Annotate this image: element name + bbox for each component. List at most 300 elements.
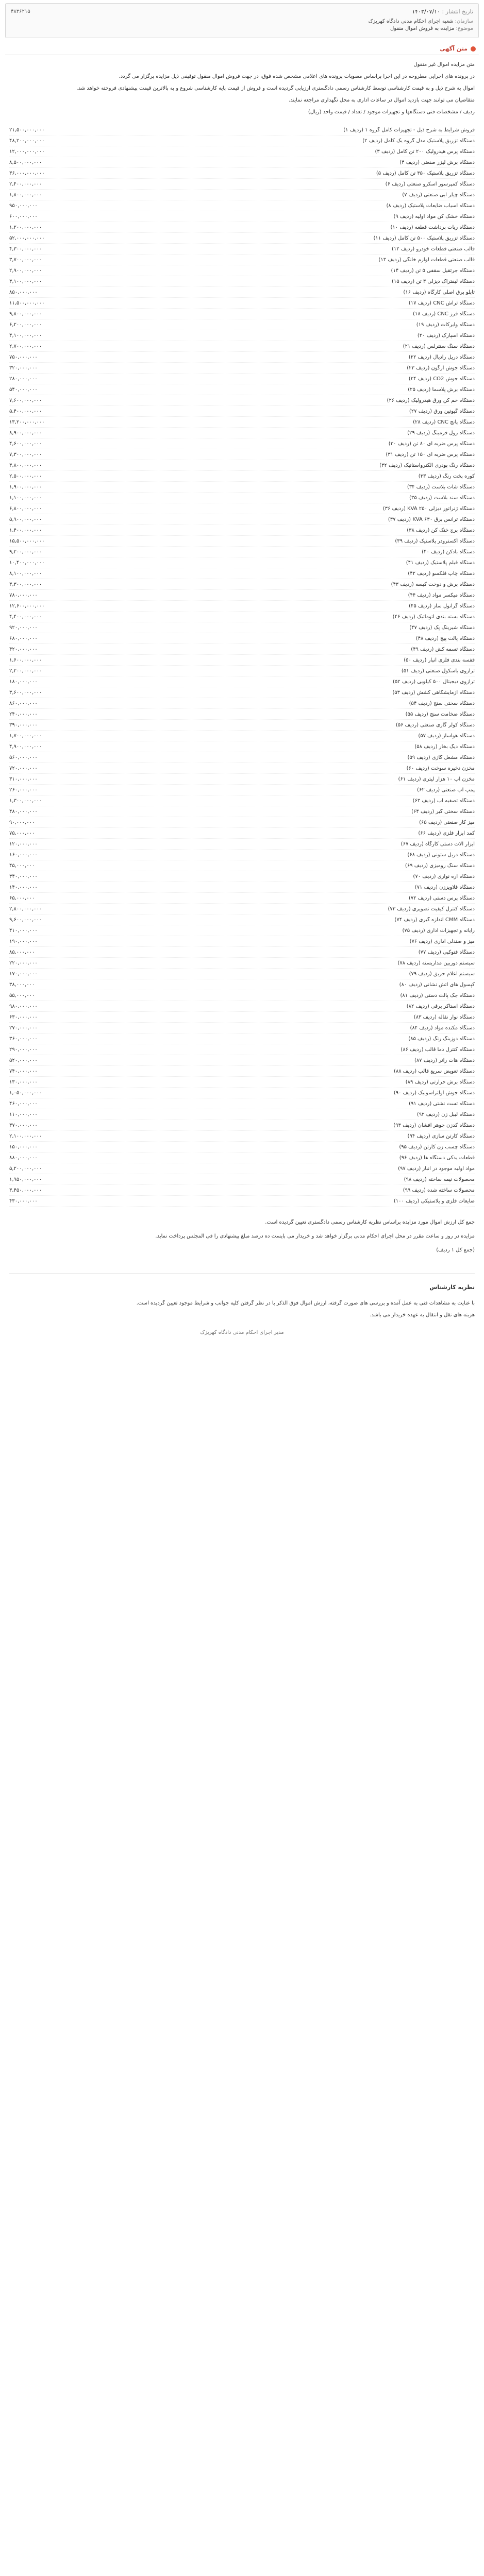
list-item (9, 1033, 475, 1044)
item-price: ۲۴۰,۰۰۰,۰۰۰ (9, 711, 38, 717)
org-line (11, 18, 473, 25)
item-price: ۲,۲۰۰,۰۰۰,۰۰۰ (9, 668, 42, 674)
item-price: ۱,۰۵۰,۰۰۰,۰۰۰ (9, 1090, 42, 1096)
item-name: میز و صندلی اداری (ردیف ۷۶) (409, 938, 475, 944)
list-item (9, 557, 475, 568)
item-name: دستگاه وایرکات (ردیف ۱۹) (416, 321, 475, 328)
item-price: ۹۵۰,۰۰۰,۰۰۰ (9, 202, 38, 209)
item-price: ۸۵,۰۰۰,۰۰۰ (9, 949, 35, 955)
item-name: دستگاه جوش آرگون (ردیف ۲۳) (407, 365, 475, 371)
list-item (9, 698, 475, 709)
item-name: دستگاه شیرینگ پک (ردیف ۴۷) (409, 624, 475, 631)
list-item (9, 190, 475, 200)
notes-text (5, 1294, 479, 1325)
item-price: ۶۵,۰۰۰,۰۰۰ (9, 895, 35, 901)
list-item (9, 1012, 475, 1023)
list-item (9, 612, 475, 622)
item-name: دستگاه قلاویززن (ردیف ۷۱) (414, 884, 475, 890)
item-price: ۴۵,۰۰۰,۰۰۰ (9, 862, 35, 869)
item-price: ۱۵,۵۰۰,۰۰۰,۰۰۰ (9, 538, 45, 544)
item-name: سیستم اعلام حریق (ردیف ۷۹) (409, 971, 475, 977)
item-name: فروش شرایط به شرح ذیل - تجهیزات کامل گروه ۱ (ردیف ۱) (343, 127, 475, 133)
ref-label: موضوع: (456, 26, 473, 31)
item-name: دستگاه ژنراتور دیزلی ۲۵۰ KVA (ردیف ۳۶) (382, 505, 475, 512)
item-name: دستگاه گرانول ساز (ردیف ۴۵) (409, 603, 475, 609)
item-name: دستگاه ضخامت سنج (ردیف ۵۵) (405, 711, 475, 717)
item-name: دستگاه بادکن (ردیف ۴۰) (422, 549, 475, 555)
item-name: ابزار آلات دستی کارگاه (ردیف ۶۷) (400, 841, 475, 847)
list-item (9, 871, 475, 882)
list-item (9, 168, 475, 179)
item-name: دستگاه سنگ سنترلس (ردیف ۲۱) (403, 343, 475, 349)
list-item (9, 233, 475, 244)
item-price: ۹۰,۰۰۰,۰۰۰ (9, 819, 35, 825)
item-name: ترازوی باسکول صنعتی (ردیف ۵۱) (401, 668, 475, 674)
item-price: ۱۸۰,۰۰۰,۰۰۰ (9, 679, 38, 685)
item-name: دستگاه آسیاب ضایعات پلاستیک (ردیف ۸) (386, 202, 475, 209)
list-item (9, 709, 475, 720)
footer-paragraph: (جمع کل ۱ ردیف) (436, 1247, 475, 1253)
list-item (9, 255, 475, 265)
header-top-row (11, 7, 473, 16)
item-price: ۱۱۰,۰۰۰,۰۰۰ (9, 1111, 38, 1117)
item-price: ۹۲۰,۰۰۰,۰۰۰ (9, 624, 38, 631)
list-item (9, 471, 475, 482)
list-item (9, 200, 475, 211)
publish-date-value: ۱۴۰۳/۰۷/۱۰ (412, 8, 440, 15)
item-name: دستگاه دریل ستونی (ردیف ۶۸) (407, 852, 475, 858)
item-price: ۱,۸۰۰,۰۰۰,۰۰۰ (9, 192, 42, 198)
intro-text (5, 55, 479, 122)
header-lines (11, 18, 473, 32)
list-item (9, 417, 475, 428)
list-item (9, 276, 475, 287)
item-price: ۱۹۰,۰۰۰,۰۰۰ (9, 938, 38, 944)
list-item (9, 1044, 475, 1055)
item-name: دستگاه سختی گیر (ردیف ۶۴) (411, 808, 475, 815)
item-price: ۲,۸۰۰,۰۰۰,۰۰۰ (9, 906, 42, 912)
item-name: دستگاه فیلم پلاستیک (ردیف ۴۱) (406, 560, 475, 566)
list-item (9, 179, 475, 190)
notes-paragraph: با عنایت به مشاهدات فنی به عمل آمده و بررسی های صورت گرفته، ارزش اموال فوق الذکر با در نظر گرفتن کلیه جوانب و شرایط موجود تعیین گردیده است. (136, 1300, 475, 1306)
list-item (9, 590, 475, 601)
list-item (9, 287, 475, 298)
list-item (9, 352, 475, 363)
list-item (9, 244, 475, 255)
list-item (9, 622, 475, 633)
item-name: دستگاه رول فرمینگ (ردیف ۲۹) (407, 430, 475, 436)
list-item (9, 925, 475, 936)
item-name: دستگاه خشک کن مواد اولیه (ردیف ۹) (393, 213, 475, 219)
item-name: دستگاه برش لیزر صنعتی (ردیف ۴) (399, 159, 475, 165)
item-price: ۴,۱۰۰,۰۰۰,۰۰۰ (9, 332, 42, 338)
item-price: ۳۱۰,۰۰۰,۰۰۰ (9, 776, 38, 782)
item-price: ۳۲۰,۰۰۰,۰۰۰ (9, 365, 38, 371)
list-item (9, 839, 475, 850)
list-item (9, 817, 475, 828)
item-price: ۴,۶۰۰,۰۰۰,۰۰۰ (9, 440, 42, 447)
item-name: دستگاه اره نواری (ردیف ۷۰) (413, 873, 475, 879)
item-name: دستگاه برش پلاسما (ردیف ۲۵) (408, 386, 475, 393)
section-title-text: متن آگهی (440, 45, 468, 52)
item-name: دستگاه تعویض سریع قالب (ردیف ۸۸) (393, 1068, 475, 1074)
item-name: کوره پخت رنگ (ردیف ۳۳) (418, 473, 475, 479)
list-item (9, 222, 475, 233)
list-item (9, 882, 475, 893)
notice-header (5, 3, 479, 38)
list-item (9, 774, 475, 785)
item-name: دستگاه کارتن سازی (ردیف ۹۴) (407, 1133, 475, 1139)
list-item (9, 666, 475, 676)
item-name: دستگاه پرس ضربه ای ۸۰ تن (ردیف ۳۰) (388, 440, 475, 447)
item-name: دستگاه لیفتراک دیزلی ۳ تن (ردیف ۱۵) (392, 278, 475, 284)
item-price: ۸,۵۰۰,۰۰۰,۰۰۰ (9, 159, 42, 165)
page (5, 0, 479, 1335)
item-price: ۵,۹۰۰,۰۰۰,۰۰۰ (9, 516, 42, 522)
list-item (9, 936, 475, 947)
item-price: ۸۵۰,۰۰۰,۰۰۰ (9, 289, 38, 295)
item-price: ۷۵۰,۰۰۰,۰۰۰ (9, 354, 38, 360)
item-name: کپسول های آتش نشانی (ردیف ۸۰) (399, 981, 475, 988)
footer-text (5, 1207, 479, 1266)
item-name: دستگاه ترانس برق ۶۳۰ KVA (ردیف ۳۷) (388, 516, 475, 522)
item-price: ۵۲۰,۰۰۰,۰۰۰ (9, 1057, 38, 1063)
item-price: ۵۵,۰۰۰,۰۰۰ (9, 992, 35, 998)
list-item (9, 676, 475, 687)
item-price: ۸۶۰,۰۰۰,۰۰۰ (9, 700, 38, 706)
item-name: کمد ابزار فلزی (ردیف ۶۶) (418, 830, 475, 836)
item-name: دستگاه جک پالت دستی (ردیف ۸۱) (400, 992, 475, 998)
list-item (9, 1196, 475, 1207)
list-item (9, 893, 475, 904)
item-price: ۱۵۰,۰۰۰,۰۰۰ (9, 1144, 38, 1150)
item-price: ۱۷۰,۰۰۰,۰۰۰ (9, 971, 38, 977)
item-price: ۲,۵۰۰,۰۰۰,۰۰۰ (9, 473, 42, 479)
list-item (9, 1185, 475, 1196)
item-price: ۱,۴۰۰,۰۰۰,۰۰۰ (9, 527, 42, 533)
section-dot-icon (471, 46, 476, 52)
item-price: ۸۸۰,۰۰۰,۰۰۰ (9, 1155, 38, 1161)
item-name: دستگاه آزمایشگاهی کشش (ردیف ۵۳) (392, 689, 475, 696)
publish-date-label: تاریخ انتشار : (442, 8, 473, 15)
list-item (9, 1001, 475, 1012)
list-item (9, 265, 475, 276)
item-price: ۱,۶۰۰,۰۰۰,۰۰۰ (9, 657, 42, 663)
item-name: دستگاه دیگ بخار (ردیف ۵۸) (414, 743, 475, 750)
list-item (9, 1066, 475, 1077)
items-list (5, 125, 479, 1207)
item-name: دستگاه تسمه کش (ردیف ۴۹) (411, 646, 475, 652)
list-item (9, 601, 475, 612)
list-item (9, 482, 475, 493)
list-item (9, 319, 475, 330)
intro-paragraph: متن مزایده اموال غیر منقول (413, 62, 475, 67)
list-item (9, 1120, 475, 1131)
item-price: ۶۸۰,۰۰۰,۰۰۰ (9, 635, 38, 641)
item-price: ۴۸۰,۰۰۰,۰۰۰ (9, 808, 38, 815)
item-name: دستگاه خم کن ورق هیدرولیک (ردیف ۲۶) (387, 397, 475, 403)
list-item (9, 731, 475, 741)
item-price: ۱,۳۰۰,۰۰۰,۰۰۰ (9, 798, 42, 804)
item-name: قفسه بندی فلزی انبار (ردیف ۵۰) (404, 657, 475, 663)
item-name: دستگاه تصفیه آب (ردیف ۶۳) (412, 798, 475, 804)
item-price: ۳۸,۰۰۰,۰۰۰ (9, 981, 35, 988)
list-item (9, 947, 475, 958)
item-price: ۸,۱۰۰,۰۰۰,۰۰۰ (9, 570, 42, 577)
signature-line: مدیر اجرای احکام مدنی دادگاه کهریزک (200, 1330, 284, 1335)
item-price: ۱۳۰,۰۰۰,۰۰۰ (9, 1079, 38, 1085)
item-name: دستگاه چسب زن کارتن (ردیف ۹۵) (399, 1144, 475, 1150)
item-name: دستگاه چیلر آبی صنعتی (ردیف ۷) (402, 192, 475, 198)
item-name: دستگاه شات بلاست (ردیف ۳۴) (407, 484, 475, 490)
list-item (9, 1023, 475, 1033)
item-price: ۳,۳۰۰,۰۰۰,۰۰۰ (9, 581, 42, 587)
item-name: دستگاه پرس ضربه ای ۱۵۰ تن (ردیف ۳۱) (386, 451, 475, 457)
intro-paragraph: متقاضیان می توانند جهت بازدید اموال در ساعات اداری به محل نگهداری مراجعه نمایند. (288, 97, 475, 103)
item-name: دستگاه لیبل زن (ردیف ۹۲) (416, 1111, 475, 1117)
list-item (9, 1131, 475, 1142)
list-item (9, 428, 475, 438)
list-item (9, 525, 475, 536)
item-price: ۲۸۰,۰۰۰,۰۰۰ (9, 376, 38, 382)
intro-paragraph: در پرونده های اجرایی مطروحه در این اجرا براساس مصوبات پرونده های اعلامی مشخص شده فوق، در جهت فروش اموال منقول توقیفی ذیل مزایده برگزار می گردد. (119, 74, 475, 79)
item-name: قالب صنعتی قطعات خودرو (ردیف ۱۲) (392, 246, 475, 252)
item-name: دستگاه برج خنک کن (ردیف ۳۸) (407, 527, 475, 533)
list-item (9, 125, 475, 135)
item-name: دستگاه هواساز (ردیف ۵۷) (418, 733, 475, 739)
org-label: سازمان: (455, 19, 473, 24)
list-item (9, 503, 475, 514)
item-price: ۹,۲۰۰,۰۰۰,۰۰۰ (9, 549, 42, 555)
list-item (9, 633, 475, 644)
item-name: دستگاه تراش CNC (ردیف ۱۷) (408, 300, 475, 306)
item-name: دستگاه هات رانر (ردیف ۸۷) (414, 1057, 475, 1063)
item-price: ۶۰۰,۰۰۰,۰۰۰ (9, 213, 38, 219)
list-item (9, 406, 475, 417)
item-name: دستگاه سند بلاست (ردیف ۳۵) (409, 495, 475, 501)
intro-paragraph: اموال به شرح ذیل و به قیمت کارشناسی توسط کارشناس رسمی دادگستری ارزیابی گردیده است و فروش از قیمت پایه کارشناسی شروع و به بالاترین قیمت پیشنهادی فروخته خواهد شد. (76, 86, 475, 91)
item-price: ۴۳۰,۰۰۰,۰۰۰ (9, 1198, 38, 1204)
item-price: ۱۲,۰۰۰,۰۰۰,۰۰۰ (9, 148, 45, 155)
item-name: دستگاه رنگ پودری الکترواستاتیک (ردیف ۳۲) (379, 462, 475, 468)
items-header: ردیف / مشخصات فنی دستگاهها و تجهیزات موجود / تعداد / قیمت واحد (ریال) (308, 109, 475, 115)
list-item (9, 1163, 475, 1174)
item-name: دستگاه جوش CO2 (ردیف ۲۴) (408, 376, 475, 382)
item-price: ۱,۹۵۰,۰۰۰,۰۰۰ (9, 1176, 42, 1182)
item-name: محصولات نیمه ساخته (ردیف ۹۸) (404, 1176, 475, 1182)
item-price: ۱,۲۰۰,۰۰۰,۰۰۰ (9, 224, 42, 230)
list-item (9, 384, 475, 395)
list-item (9, 514, 475, 525)
ref-value: مزایده به فروش اموال منقول (390, 26, 455, 31)
item-price: ۷۴۰,۰۰۰,۰۰۰ (9, 1068, 38, 1074)
item-name: مخزن ذخیره سوخت (ردیف ۶۰) (406, 765, 475, 771)
item-name: ضایعات فلزی و پلاستیکی (ردیف ۱۰۰) (393, 1198, 475, 1204)
list-item (9, 969, 475, 979)
item-price: ۱,۹۰۰,۰۰۰,۰۰۰ (9, 484, 42, 490)
item-name: قطعات یدکی دستگاه ها (ردیف ۹۶) (399, 1155, 475, 1161)
list-item (9, 460, 475, 471)
item-price: ۱,۷۰۰,۰۰۰,۰۰۰ (9, 733, 42, 739)
item-name: محصولات ساخته شده (ردیف ۹۹) (403, 1187, 475, 1193)
org-value: شعبه اجرای احکام مدنی دادگاه کهریزک (368, 19, 454, 24)
item-price: ۳۶۰,۰۰۰,۰۰۰ (9, 1036, 38, 1042)
item-price: ۴,۴۰۰,۰۰۰,۰۰۰ (9, 614, 42, 620)
list-item (9, 374, 475, 384)
list-item (9, 309, 475, 319)
list-item (9, 655, 475, 666)
list-item (9, 741, 475, 752)
item-price: ۱,۱۰۰,۰۰۰,۰۰۰ (9, 495, 42, 501)
list-item (9, 828, 475, 839)
item-price: ۱۴۰,۰۰۰,۰۰۰ (9, 884, 38, 890)
item-price: ۹,۶۰۰,۰۰۰,۰۰۰ (9, 917, 42, 923)
list-item (9, 644, 475, 655)
notice-id: ۴۸۳۶۲۱۵ (11, 8, 30, 14)
item-price: ۱۰,۴۰۰,۰۰۰,۰۰۰ (9, 560, 45, 566)
list-item (9, 1174, 475, 1185)
item-price: ۶,۲۰۰,۰۰۰,۰۰۰ (9, 321, 42, 328)
item-price: ۶۳۰,۰۰۰,۰۰۰ (9, 1014, 38, 1020)
item-name: قالب صنعتی قطعات لوازم خانگی (ردیف ۱۳) (378, 257, 475, 263)
item-price: ۶,۸۰۰,۰۰۰,۰۰۰ (9, 505, 42, 512)
ref-line (11, 25, 473, 32)
list-item (9, 979, 475, 990)
list-item (9, 1055, 475, 1066)
item-price: ۲,۷۰۰,۰۰۰,۰۰۰ (9, 343, 42, 349)
item-name: دستگاه فتوکپی (ردیف ۷۷) (418, 949, 475, 955)
item-price: ۳۶,۰۰۰,۰۰۰,۰۰۰ (9, 170, 45, 176)
item-price: ۲۹۰,۰۰۰,۰۰۰ (9, 1046, 38, 1053)
notes-title: نظریه کارشناس (429, 1284, 475, 1291)
list-item (9, 1142, 475, 1153)
item-price: ۷۵,۰۰۰,۰۰۰ (9, 830, 35, 836)
item-name: دستگاه تست نشتی (ردیف ۹۱) (409, 1100, 475, 1107)
list-item (9, 860, 475, 871)
item-name: دستگاه نوار نقاله (ردیف ۸۳) (413, 1014, 475, 1020)
item-name: مواد اولیه موجود در انبار (ردیف ۹۷) (398, 1165, 475, 1172)
list-item (9, 330, 475, 341)
item-price: ۷۲۰,۰۰۰,۰۰۰ (9, 765, 38, 771)
list-item (9, 579, 475, 590)
item-price: ۳,۴۵۰,۰۰۰,۰۰۰ (9, 1187, 42, 1193)
item-name: ترازوی دیجیتال ۵۰۰ کیلویی (ردیف ۵۲) (393, 679, 475, 685)
item-name: دستگاه برش و دوخت کیسه (ردیف ۴۳) (391, 581, 475, 587)
item-name: پمپ آب صنعتی (ردیف ۶۲) (417, 787, 475, 793)
footer-paragraph: مزایده در روز و ساعت مقرر در محل اجرای احکام مدنی برگزار خواهد شد و خریدار می بایست ده درصد مبلغ پیشنهادی را فی المجلس پرداخت نماید. (155, 1233, 475, 1239)
item-price: ۲۱,۵۰۰,۰۰۰,۰۰۰ (9, 127, 45, 133)
list-item (9, 1088, 475, 1098)
item-price: ۳,۸۰۰,۰۰۰,۰۰۰ (9, 462, 42, 468)
item-name: دستگاه کولر گازی صنعتی (ردیف ۵۶) (395, 722, 475, 728)
item-price: ۹۸۰,۰۰۰,۰۰۰ (9, 1003, 38, 1009)
item-name: دستگاه کنترل کیفیت تصویری (ردیف ۷۳) (388, 906, 475, 912)
item-name: دستگاه تزریق پلاستیک مدل گروه یک کامل (ردیف ۲) (362, 138, 475, 144)
item-name: میز کار صنعتی (ردیف ۶۵) (419, 819, 475, 825)
item-name: دستگاه سختی سنج (ردیف ۵۴) (409, 700, 475, 706)
item-name: دستگاه دریل رادیال (ردیف ۲۲) (408, 354, 475, 360)
item-price: ۳۹۰,۰۰۰,۰۰۰ (9, 722, 38, 728)
item-price: ۸,۹۰۰,۰۰۰,۰۰۰ (9, 430, 42, 436)
footer-paragraph: جمع کل ارزش اموال مورد مزایده براساس نظریه کارشناس رسمی دادگستری تعیین گردیده است. (265, 1219, 475, 1225)
item-price: ۳۷۰,۰۰۰,۰۰۰ (9, 1122, 38, 1128)
item-price: ۴۲۰,۰۰۰,۰۰۰ (9, 646, 38, 652)
item-name: دستگاه کمپرسور اسکرو صنعتی (ردیف ۶) (385, 181, 475, 187)
item-price: ۲۷۰,۰۰۰,۰۰۰ (9, 1025, 38, 1031)
list-item (9, 720, 475, 731)
item-name: دستگاه بسته بندی اتوماتیک (ردیف ۴۶) (392, 614, 475, 620)
list-item (9, 135, 475, 146)
list-item (9, 958, 475, 969)
item-price: ۴,۳۰۰,۰۰۰,۰۰۰ (9, 246, 42, 252)
list-item (9, 298, 475, 309)
item-price: ۳,۷۰۰,۰۰۰,۰۰۰ (9, 257, 42, 263)
item-name: دستگاه برش حرارتی (ردیف ۸۹) (405, 1079, 475, 1085)
item-price: ۵۲,۰۰۰,۰۰۰,۰۰۰ (9, 235, 45, 241)
item-name: دستگاه تزریق پلاستیک ۳۵۰ تن کامل (ردیف ۵) (376, 170, 475, 176)
item-name: دستگاه کنترل دما قالب (ردیف ۸۶) (400, 1046, 475, 1053)
list-item (9, 363, 475, 374)
item-name: دستگاه استاکر برقی (ردیف ۸۲) (406, 1003, 475, 1009)
item-price: ۵,۴۰۰,۰۰۰,۰۰۰ (9, 408, 42, 414)
item-price: ۴۶۰,۰۰۰,۰۰۰ (9, 1100, 38, 1107)
item-name: دستگاه جوش اولتراسونیک (ردیف ۹۰) (393, 1090, 475, 1096)
list-item (9, 547, 475, 557)
list-item (9, 752, 475, 763)
item-price: ۹,۸۰۰,۰۰۰,۰۰۰ (9, 311, 42, 317)
item-price: ۲,۱۰۰,۰۰۰,۰۰۰ (9, 1133, 42, 1139)
list-item (9, 850, 475, 860)
item-price: ۴۸,۲۰۰,۰۰۰,۰۰۰ (9, 138, 45, 144)
list-item (9, 763, 475, 774)
list-item (9, 211, 475, 222)
item-price: ۴,۹۰۰,۰۰۰,۰۰۰ (9, 743, 42, 750)
list-item (9, 341, 475, 352)
item-name: دستگاه کدزن جوهر افشان (ردیف ۹۳) (393, 1122, 475, 1128)
item-price: ۳,۱۰۰,۰۰۰,۰۰۰ (9, 278, 42, 284)
item-price: ۱۳,۲۰۰,۰۰۰,۰۰۰ (9, 419, 45, 425)
list-item (9, 1077, 475, 1088)
item-name: دستگاه سنگ رومیزی (ردیف ۶۹) (405, 862, 475, 869)
list-item (9, 795, 475, 806)
section-title (5, 43, 479, 55)
item-name: دستگاه چاپ فلکسو (ردیف ۴۲) (408, 570, 475, 577)
item-name: دستگاه پالت پیچ (ردیف ۴۸) (415, 635, 475, 641)
list-item (9, 568, 475, 579)
divider (9, 1273, 475, 1274)
list-item (9, 785, 475, 795)
list-item (9, 536, 475, 547)
item-name: دستگاه دوزینگ رنگ (ردیف ۸۵) (408, 1036, 475, 1042)
item-price: ۵۴۰,۰۰۰,۰۰۰ (9, 386, 38, 393)
item-name: سیستم دوربین مداربسته (ردیف ۷۸) (397, 960, 475, 966)
item-price: ۳۴۰,۰۰۰,۰۰۰ (9, 873, 38, 879)
item-name: دستگاه جرثقیل سقفی ۵ تن (ردیف ۱۴) (391, 267, 475, 274)
list-item (9, 990, 475, 1001)
item-name: دستگاه اسپارک (ردیف ۲۰) (417, 332, 475, 338)
item-price: ۵,۲۰۰,۰۰۰,۰۰۰ (9, 1165, 42, 1172)
list-item (9, 914, 475, 925)
item-name: دستگاه میکسر مواد (ردیف ۴۴) (408, 592, 475, 598)
item-price: ۱۲,۶۰۰,۰۰۰,۰۰۰ (9, 603, 45, 609)
item-name: تابلو برق اصلی کارگاه (ردیف ۱۶) (403, 289, 475, 295)
item-name: دستگاه فرز CNC (ردیف ۱۸) (413, 311, 475, 317)
list-item (9, 806, 475, 817)
item-name: رایانه و تجهیزات اداری (ردیف ۷۵) (402, 927, 475, 934)
item-name: دستگاه ربات برداشت قطعه (ردیف ۱۰) (390, 224, 475, 230)
item-price: ۲۲۰,۰۰۰,۰۰۰ (9, 960, 38, 966)
item-name: دستگاه مشعل گازی (ردیف ۵۹) (407, 754, 475, 760)
